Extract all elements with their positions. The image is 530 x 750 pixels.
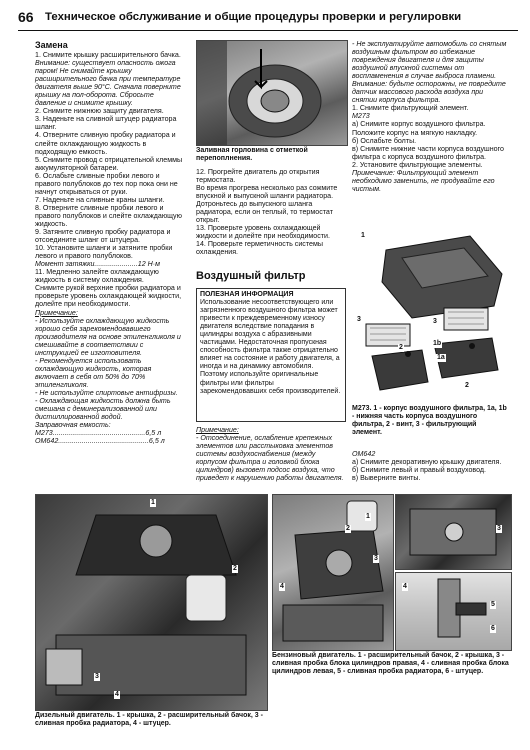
petrol-engine-photo-main: [272, 494, 394, 651]
note-text: - Рекомендуется использовать охлаждающую жидкость, которая включает в себя от 50% до 70% этиленгликоля.: [35, 356, 152, 389]
warning-text: Внимание: будьте осторожны, не повредите датчик массового расхода воздуха при снятии корпуса фильтра.: [352, 80, 506, 105]
filler-neck-caption: Заливная горловина с отметкой перепоплнения.: [196, 147, 308, 162]
warning-text: Внимание: существует опасность ожога паром! Не снимайте крышку расширительного бачка при температуре двигателя выше 90°С. Сначала поверните крышку на пол-оборота. Сбросьте давление и снимите крышку.: [35, 59, 181, 108]
text-line: 5. Снимите провод с отрицательной клеммы аккумуляторной батареи.: [35, 155, 183, 172]
page-header: [18, 8, 518, 31]
text-line: б) Ослабьте болты.: [352, 136, 417, 145]
air-filter-diagram: [352, 222, 507, 402]
text-line: 11. Медленно залейте охлаждающую жидкость в систему охлаждения.: [35, 268, 159, 285]
diesel-engine-photo: [35, 494, 268, 711]
air-filter-section-title: Воздушный фильтр: [196, 270, 306, 282]
engine-label: М273: [352, 112, 370, 121]
callout-4: 4: [280, 583, 284, 590]
diesel-engine-illustration: [36, 495, 267, 710]
callout-4: 4: [115, 691, 119, 698]
text-line: в) Снимите нижние части корпуса воздушного фильтра с корпуса воздушного фильтра.: [352, 144, 504, 161]
text-line: 3. Наденьте на сливной штуцер радиатора шланг.: [35, 115, 177, 132]
diesel-engine-caption: Дизельный двигатель. 1 - крышка, 2 - расширительный бачок, 3 - сливная пробка радиатора, 4 - штуцер.: [35, 712, 263, 727]
callout-2: 2: [465, 382, 469, 389]
callout-3: 3: [374, 555, 378, 562]
callout-1b: 1b: [433, 340, 442, 347]
info-title: ПОЛЕЗНАЯ ИНФОРМАЦИЯ: [200, 291, 294, 298]
text-line: б) Снимите левый и правый воздуховод.: [352, 466, 487, 475]
callout-4: 4: [403, 583, 407, 590]
petrol-engine-caption: Бензиновый двигатель. 1 - расширительный бачок, 2 - крышка, 3 - сливная пробка блока цилиндров правая, 4 - сливная пробка блока цилиндров левая, 5 - сливная пробка радиатора, 6 - штуцер.: [272, 652, 509, 675]
callout-2: 2: [346, 525, 350, 532]
text-line: 7. Наденьте на сливные краны шланги.: [35, 195, 165, 204]
text-line: 6. Ослабьте сливные пробки левого и правого полублоков до тех пор пока они не начнут открываться от руки.: [35, 171, 178, 196]
callout-1: 1: [361, 232, 365, 239]
text-line: 13. Проверьте уровень охлаждающей жидкости и долейте при необходимости.: [196, 224, 330, 241]
callout-3: 3: [497, 525, 501, 532]
note-title: Примечание:: [196, 426, 239, 434]
petrol-engine-photo-drain: [395, 572, 512, 651]
petrol-engine-photo-block: [395, 494, 512, 570]
text-line: 2. Снимите нижнюю защиту двигателя.: [35, 107, 164, 116]
air-filter-illustration: [352, 222, 507, 402]
text-line: 2. Установите фильтрующие элементы.: [352, 160, 483, 169]
note-text: - Охлаждающая жидкость должна быть смешана с деминерализованной или дистиллированной водой.: [35, 397, 171, 422]
drain-plug-illustration: [396, 573, 511, 650]
capacity-m273: М273...............................................6,5 л: [35, 429, 162, 438]
text-line: 4. Отверните сливную пробку радиатора и слейте охлаждающую жидкость в подходящую емкость.: [35, 131, 176, 156]
engine-label: ОМ642: [352, 450, 376, 458]
text-line: 12. Прогрейте двигатель до открытия термостата.: [196, 168, 320, 185]
text-line: 10. Установите шланги и затяните пробки левого и правого полублоков.: [35, 244, 173, 261]
info-text: Использование несоответствующего или загрязненного воздушного фильтра может привести к преждевременному износу двигателя вследствие попадания в цилиндры воздуха с абразивными частицами. Недостаточная пропускная способность фильтра также отрицательно влияет на состояние и работу двигателя, а иногда и на динамику автомобиля. Поэтому используйте оригинальные фильтры или фильтры зарекомендовавших себя производителей.: [200, 299, 341, 395]
middle-note: [196, 426, 346, 482]
text-line: Снимите рукой верхние пробки радиатора и проверьте уровень охлаждающей жидкости, долейте при необходимости.: [35, 284, 182, 309]
text-line: 1. Снимите фильтрующий элемент.: [352, 104, 469, 113]
petrol-engine-illustration: [273, 495, 393, 650]
text-line: 8. Отверните сливные пробки левого и правого полублоков и слейте охлаждающую жидкость.: [35, 203, 182, 228]
text-line: в) Выверните винты.: [352, 474, 421, 483]
air-filter-caption: М273. 1 - корпус воздушного фильтра, 1а, 1b - нижняя часть корпуса воздушного фильтра, 2 - винт, 3 - фильтрующий элемент.: [352, 405, 507, 436]
text-line: а) Снимите декоративную крышку двигателя.: [352, 458, 502, 467]
callout-6: 6: [491, 625, 495, 632]
filler-neck-photo: [196, 40, 348, 146]
note-title: Примечание:: [35, 308, 78, 317]
cylinder-block-illustration: [396, 495, 511, 569]
text-line: Во время прогрева несколько раз сожмите впускной и выпускной шланги радиатора.: [196, 184, 338, 201]
callout-2: 2: [399, 344, 403, 351]
capacity-om642: ОМ642..............................................6,5 л: [35, 437, 165, 446]
callout-3: 3: [357, 316, 361, 323]
note-text: Примечание: Фильтрующий элемент необходимо заменить, не продувайте его чистым.: [352, 168, 495, 193]
useful-info-box: [196, 288, 346, 422]
text-line: 9. Затяните сливную пробку радиатора и отсоедините шланг от штуцера.: [35, 228, 171, 245]
callout-3: 3: [433, 318, 437, 325]
right-column-top: [352, 40, 507, 193]
callout-5: 5: [491, 601, 495, 608]
callout-2: 2: [233, 565, 237, 572]
page-number: 66: [18, 9, 34, 25]
note-text: - Не используйте спиртовые антифризы.: [35, 388, 178, 397]
note-text: - Отсоединение, ослабление крепежных элементов или расстыковка элементов системы воздухоснабжения (между корпусом фильтра и головкой блока цилиндров) вызовет подсос воздуха, что приведет к нарушению работы двигателя.: [196, 434, 344, 483]
right-column-bottom: [352, 450, 507, 482]
text-line: 14. Проверьте герметичность системы охлаждения.: [196, 240, 323, 257]
note-text: - Используйте охлаждающую жидкость хорошо себя зарекомендовавшего производителя на основе этиленгликоля и смешивайте в соответствии с инструкцией ее изготовителя.: [35, 316, 181, 357]
capacity-title: Заправочная емкость:: [35, 421, 111, 430]
text-line: а) Снимите корпус воздушного фильтра. Положите корпус на мягкую накладку.: [352, 120, 486, 137]
text-line: Дотроньтесь до выпускного шланга радиатора, если он теплый, то термостат открыт.: [196, 200, 333, 225]
filler-neck-illustration: [197, 41, 347, 145]
callout-3: 3: [95, 673, 99, 680]
left-column: [35, 40, 185, 445]
note-text: - Не эксплуатируйте автомобиль со снятым воздушным фильтром во избежание повреждения двигателя и для защиты воздушной впускной системы от воспламенения в случае выброса пламени.: [352, 40, 507, 81]
callout-1: 1: [151, 499, 155, 506]
page-title: Техническое обслуживание и общие процедуры проверки и регулировки: [45, 11, 462, 23]
callout-1: 1: [366, 513, 370, 520]
section-heading: Замена: [35, 40, 68, 50]
callout-1a: 1a: [437, 354, 445, 361]
middle-column: [196, 168, 346, 257]
text-line: 1. Снимите крышку расширительного бачка.: [35, 51, 181, 59]
torque-spec: Момент затяжки......................12 Н·м: [35, 260, 160, 269]
